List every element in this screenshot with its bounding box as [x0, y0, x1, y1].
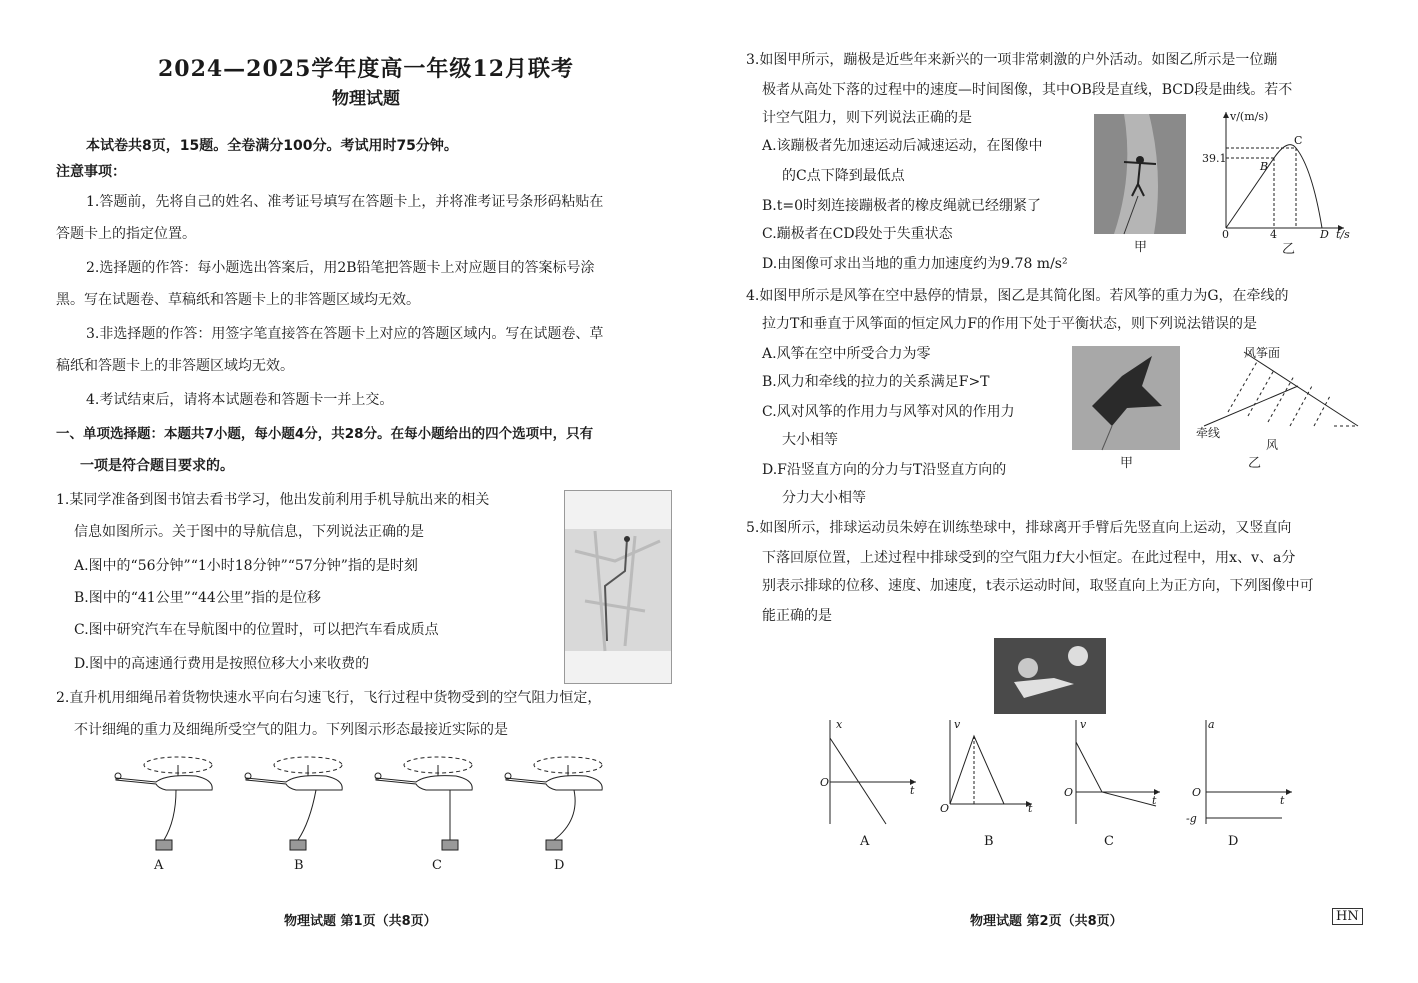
q5-stem: 5.如图所示，排球运动员朱婷在训练垫球中，排球离开手臂后先竖直向上运动，又竖直向	[746, 520, 1292, 536]
q5-d-xlabel: t	[1280, 794, 1285, 807]
q5-label-c: C	[1104, 834, 1114, 849]
q5-label-b: B	[984, 834, 994, 849]
q3-origin: 0	[1222, 228, 1229, 241]
q4-option-a: A.风筝在空中所受合力为零	[762, 346, 931, 362]
q1-option-a: A.图中的“56分钟”“1小时18分钟”“57分钟”指的是时刻	[74, 558, 418, 574]
q5-a-origin: O	[820, 776, 830, 789]
bungee-drawing	[1094, 114, 1186, 234]
exam-title: 2024—2025学年度高一年级12月联考	[157, 56, 575, 82]
kite-line	[1204, 386, 1298, 426]
q2-stem: 不计细绳的重力及细绳所受空气的阻力。下列图示形态最接近实际的是	[74, 722, 508, 738]
q5-label-a: A	[860, 834, 870, 849]
left-page	[56, 0, 676, 983]
q4-label-surface: 风筝面	[1244, 346, 1281, 360]
section-heading: 一、单项选择题：本题共7小题，每小题4分，共28分。在每小题给出的四个选项中，只有	[56, 426, 594, 442]
curve-bcd	[1274, 145, 1322, 228]
q2-label-a: A	[154, 858, 164, 873]
region-badge: HN	[1332, 908, 1363, 925]
q3-option-a-cont: 的C点下降到最低点	[782, 168, 905, 184]
q5-a-ylabel: x	[836, 718, 843, 731]
page-footer-right: 物理试题 第2页（共8页）	[970, 914, 1123, 929]
q4-stem: 4.如图甲所示是风筝在空中悬停的情景，图乙是其简化图。若风筝的重力为G，在牵线的	[746, 288, 1289, 304]
q1-stem: 信息如图所示。关于图中的导航信息，下列说法正确的是	[74, 524, 424, 540]
q2-label-c: C	[432, 858, 442, 873]
q2-label-b: B	[294, 858, 304, 873]
helicopter-d	[505, 757, 602, 850]
q4-option-c-cont: 大小相等	[782, 432, 838, 448]
note-line: 答题卡上的指定位置。	[56, 226, 196, 242]
note-line: 4.考试结束后，请将本试题卷和答题卡一并上交。	[86, 392, 394, 408]
kite-surface	[1244, 352, 1358, 426]
q3-point-b: B	[1260, 160, 1269, 173]
q4-label-wind: 风	[1266, 438, 1279, 452]
intro: 本试卷共8页，15题。全卷满分100分。考试用时75分钟。	[86, 138, 458, 154]
q5-stem: 能正确的是	[762, 608, 832, 624]
q5-b-origin: O	[940, 802, 950, 815]
q1-option-b: B.图中的“41公里”“44公里”指的是位移	[74, 590, 321, 606]
graph-a	[830, 720, 916, 824]
q2-stem: 2.直升机用细绳吊着货物快速水平向右匀速飞行，飞行过程中货物受到的空气阻力恒定，	[56, 690, 602, 706]
q5-d-ylabel: a	[1208, 718, 1215, 731]
q4-option-d: D.F沿竖直方向的分力与T沿竖直方向的	[762, 462, 1007, 478]
q3-stem: 极者从高处下落的过程中的速度—时间图像，其中OB段是直线，BCD段是曲线。若不	[762, 82, 1293, 98]
q5-a-xlabel: t	[910, 784, 915, 797]
q3-stem: 3.如图甲所示，蹦极是近些年来新兴的一项非常刺激的户外活动。如图乙所示是一位蹦	[746, 52, 1278, 68]
volleyball-drawing	[994, 638, 1106, 714]
bungee-photo	[1094, 114, 1186, 234]
kite-photo	[1072, 346, 1180, 450]
helicopter-figures	[56, 750, 676, 880]
q5-c-origin: O	[1064, 786, 1074, 799]
q3-point-d: D	[1320, 228, 1329, 241]
q4-stem: 拉力T和垂直于风筝面的恒定风力F的作用下处于平衡状态，则下列说法错误的是	[762, 316, 1258, 332]
q3-xlabel: t/s	[1336, 228, 1350, 241]
volleyball-photo	[994, 638, 1106, 714]
helicopter-a	[115, 757, 212, 850]
q5-d-origin: O	[1192, 786, 1202, 799]
note-line: 2.选择题的作答：每小题选出答案后，用2B铅笔把答题卡上对应题目的答案标号涂	[86, 260, 595, 276]
q5-c-ylabel: v	[1080, 718, 1087, 731]
map-drawing	[565, 491, 671, 683]
q5-graphs	[816, 714, 1336, 834]
q4-kite-diagram	[1194, 350, 1364, 460]
helicopter-b	[245, 757, 342, 850]
q3-fig-yi: 乙	[1282, 242, 1296, 257]
q2-label-d: D	[554, 858, 565, 873]
graph-d	[1206, 720, 1292, 824]
q4-fig-yi: 乙	[1248, 456, 1262, 471]
q3-option-c: C.蹦极者在CD段处于失重状态	[762, 226, 953, 242]
q5-stem: 下落回原位置，上述过程中排球受到的空气阻力f大小恒定。在此过程中，用x、v、a分	[762, 550, 1296, 566]
q1-stem: 1.某同学准备到图书馆去看书学习，他出发前利用手机导航出来的相关	[56, 492, 490, 508]
q5-b-xlabel: t	[1028, 802, 1033, 815]
note-line: 3.非选择题的作答：用签字笔直接答在答题卡上对应的答题区域内。写在试题卷、草	[86, 326, 604, 342]
notes-heading: 注意事项：	[56, 164, 126, 180]
q3-option-d: D.由图像可求出当地的重力加速度约为9.78 m/s²	[762, 256, 1068, 272]
q3-option-b: B.t=0时刻连接蹦极者的橡皮绳就已经绷紧了	[762, 198, 1042, 214]
q3-option-a: A.该蹦极者先加速运动后减速运动，在图像中	[762, 138, 1043, 154]
section-heading: 一项是符合题目要求的。	[80, 458, 234, 474]
q3-point-c: C	[1294, 134, 1303, 147]
q5-b-ylabel: v	[954, 718, 961, 731]
graph-c	[1076, 720, 1160, 824]
q3-vt-graph	[1216, 108, 1356, 248]
q4-option-c: C.风对风筝的作用力与风筝对风的作用力	[762, 404, 1015, 420]
q4-fig-jia: 甲	[1120, 456, 1134, 471]
graph-b	[950, 720, 1032, 807]
note-line: 1.答题前，先将自己的姓名、准考证号填写在答题卡上，并将准考证号条形码粘贴在	[86, 194, 604, 210]
q3-ytick: 39.1	[1202, 152, 1227, 165]
q1-option-c: C.图中研究汽车在导航图中的位置时，可以把汽车看成质点	[74, 622, 439, 638]
exam-subtitle: 物理试题	[332, 89, 400, 109]
kite-drawing	[1072, 346, 1180, 450]
q3-ylabel: v/(m/s)	[1230, 110, 1269, 123]
q3-fig-jia: 甲	[1134, 240, 1148, 255]
note-line: 黑。写在试题卷、草稿纸和答题卡上的非答题区域均无效。	[56, 292, 420, 308]
q5-label-d: D	[1228, 834, 1239, 849]
page-footer-left: 物理试题 第1页（共8页）	[284, 914, 437, 929]
q5-stem: 别表示排球的位移、速度、加速度，t表示运动时间，取竖直向上为正方向，下列图像中可	[762, 578, 1314, 594]
right-page	[746, 0, 1370, 983]
q4-option-b: B.风力和牵线的拉力的关系满足F>T	[762, 374, 990, 390]
q3-xtick: 4	[1270, 228, 1277, 241]
q1-option-d: D.图中的高速通行费用是按照位移大小来收费的	[74, 656, 370, 672]
navigation-map-image	[564, 490, 672, 684]
q4-option-d-cont: 分力大小相等	[782, 490, 866, 506]
helicopter-c	[375, 757, 472, 850]
q4-label-line: 牵线	[1196, 426, 1221, 440]
q3-stem: 计空气阻力，则下列说法正确的是	[762, 110, 972, 126]
q5-d-neg: -g	[1186, 812, 1197, 825]
q5-c-xlabel: t	[1152, 794, 1157, 807]
note-line: 稿纸和答题卡上的非答题区域均无效。	[56, 358, 294, 374]
